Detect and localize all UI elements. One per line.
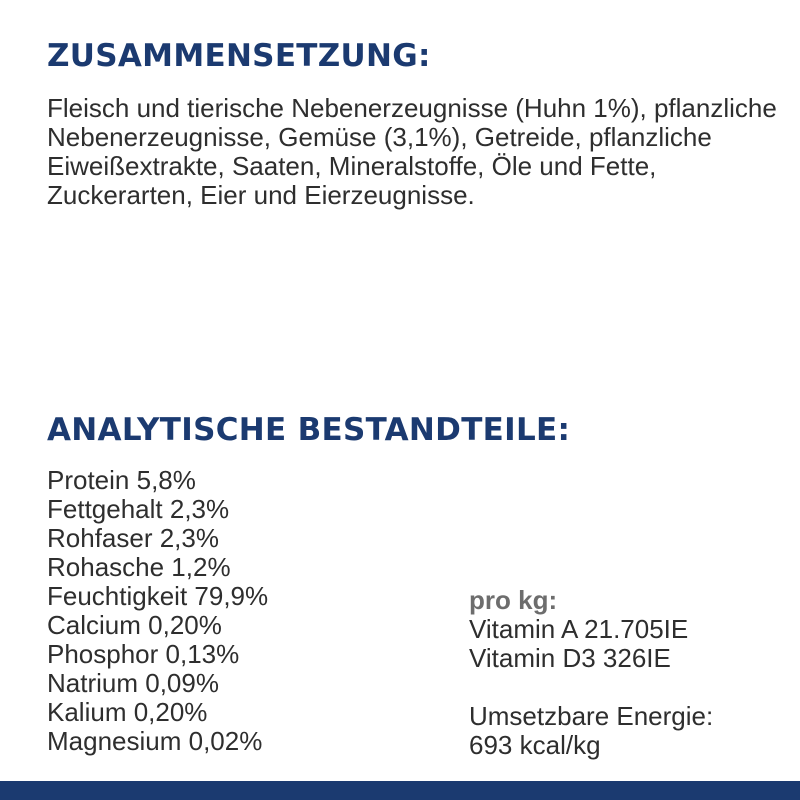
composition-heading: ZUSAMMENSETZUNG: — [47, 38, 431, 74]
energy-label: Umsetzbare Energie: — [469, 701, 714, 731]
energy-block — [469, 702, 713, 760]
analytics-item-moisture: Feuchtigkeit 79,9% — [47, 581, 269, 611]
per-kg-title: pro kg: — [469, 585, 558, 615]
composition-text: Fleisch und tierische Nebenerzeugnisse (Huhn 1%), pflanzliche Nebenerzeugnisse, Gemüse (3,1%), Getreide, pflanzliche Eiweißextrakte, Saaten, Mineralstoffe, Öle und Fette, Zuckerarten, Eier und Eierzeugnisse. — [47, 93, 777, 210]
analytics-item-protein: Protein 5,8% — [47, 465, 196, 495]
analytics-item-fat: Fettgehalt 2,3% — [47, 494, 230, 524]
energy-value: 693 kcal/kg — [469, 730, 601, 760]
analytics-heading: ANALYTISCHE BESTANDTEILE: — [47, 412, 571, 448]
analytics-item-magnesium: Magnesium 0,02% — [47, 726, 263, 756]
analytics-item-phosphorus: Phosphor 0,13% — [47, 639, 240, 669]
analytics-item-calcium: Calcium 0,20% — [47, 610, 222, 640]
analytics-item-ash: Rohasche 1,2% — [47, 552, 231, 582]
analytics-item-fiber: Rohfaser 2,3% — [47, 523, 219, 553]
analytics-list — [47, 466, 268, 756]
vitamin-d3: Vitamin D3 326IE — [469, 643, 671, 673]
analytics-item-sodium: Natrium 0,09% — [47, 668, 219, 698]
per-kg-block — [469, 586, 688, 673]
bottom-bar — [0, 781, 800, 800]
analytics-item-potassium: Kalium 0,20% — [47, 697, 208, 727]
vitamin-a: Vitamin A 21.705IE — [469, 614, 689, 644]
